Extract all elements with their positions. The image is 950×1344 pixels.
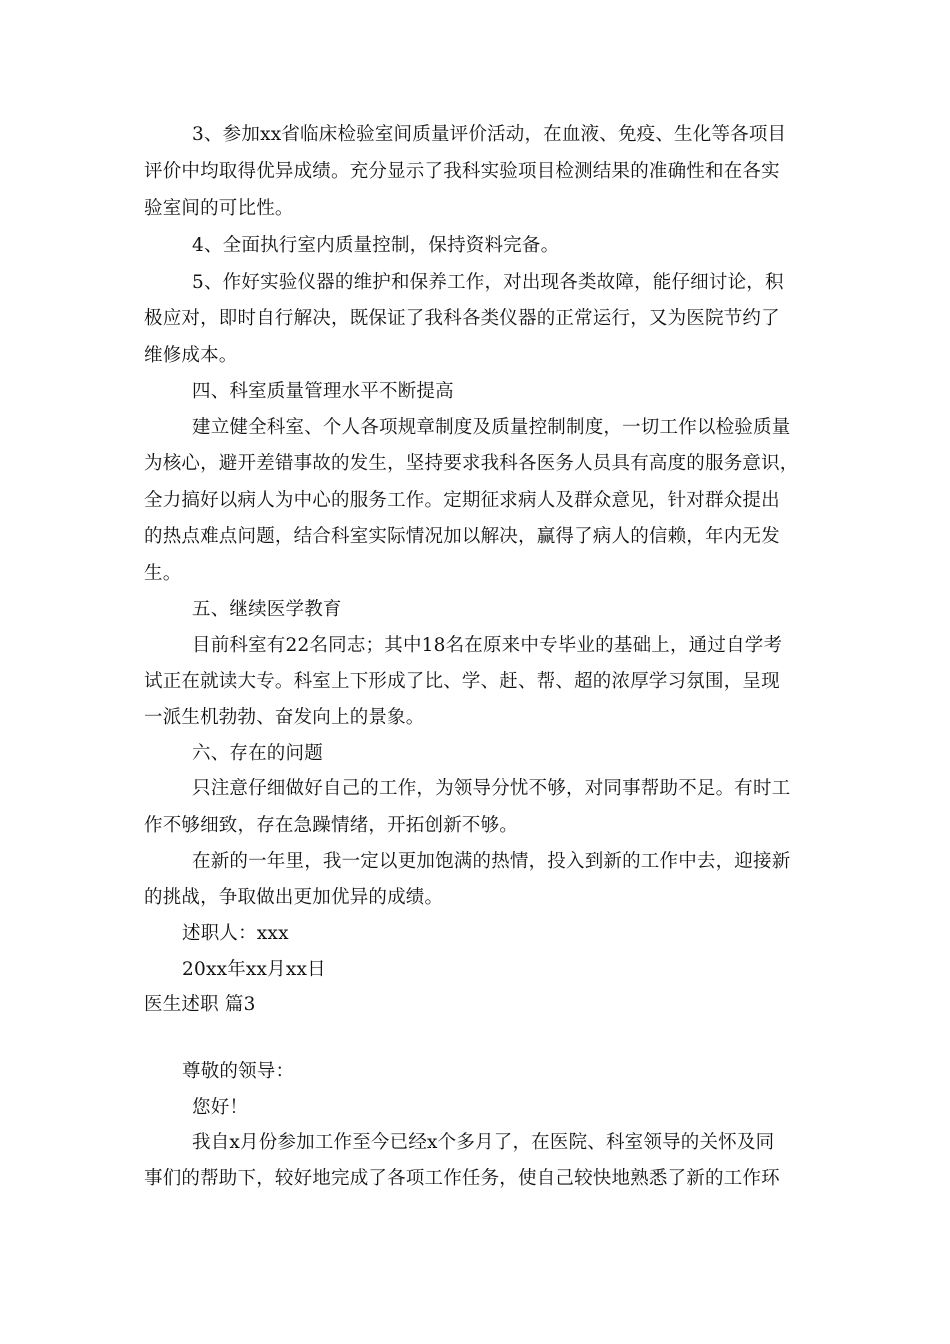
- text-line: 目前科室有22名同志；其中18名在原来中专毕业的基础上，通过自学考: [192, 635, 783, 656]
- text-line: 5、作好实验仪器的维护和保养工作，对出现各类故障，能仔细讨论，积: [192, 272, 784, 293]
- text-line: 生。: [144, 563, 182, 584]
- section-heading: 五、继续医学教育: [192, 599, 342, 620]
- section-title: 医生述职 篇3: [144, 994, 256, 1015]
- signature-line: 述职人：xxx: [182, 923, 289, 944]
- text-line: 为核心，避开差错事故的发生，坚持要求我科各医务人员具有高度的服务意识，: [144, 453, 799, 474]
- text-line: 的挑战，争取做出更加优异的成绩。: [144, 887, 444, 908]
- text-line: 作不够细致，存在急躁情绪，开拓创新不够。: [144, 815, 519, 836]
- section-heading: 四、科室质量管理水平不断提高: [192, 381, 454, 402]
- text-line: 我自x月份参加工作至今已经x个多月了，在医院、科室领导的关怀及同: [192, 1132, 775, 1153]
- text-line: 维修成本。: [144, 345, 238, 366]
- text-line: 建立健全科室、个人各项规章制度及质量控制制度，一切工作以检验质量: [192, 417, 791, 438]
- text-line: 极应对，即时自行解决，既保证了我科各类仪器的正常运行，又为医院节约了: [144, 308, 780, 329]
- text-line: 验室间的可比性。: [144, 198, 294, 219]
- text-line: 一派生机勃勃、奋发向上的景象。: [144, 707, 425, 728]
- text-line: 评价中均取得优异成绩。充分显示了我科实验项目检测结果的准确性和在各实: [144, 161, 780, 182]
- section-heading: 六、存在的问题: [192, 743, 323, 764]
- text-line: 的热点难点问题，结合科室实际情况加以解决，赢得了病人的信赖，年内无发: [144, 526, 780, 547]
- greeting: 您好！: [192, 1097, 249, 1118]
- text-line: 试正在就读大专。科室上下形成了比、学、赶、帮、超的浓厚学习氛围，呈现: [144, 671, 780, 692]
- text-line: 在新的一年里，我一定以更加饱满的热情，投入到新的工作中去，迎接新: [192, 851, 791, 872]
- text-line: 3、参加xx省临床检验室间质量评价活动，在血液、免疫、生化等各项目: [192, 124, 787, 145]
- text-line: 只注意仔细做好自己的工作，为领导分忧不够，对同事帮助不足。有时工: [192, 778, 791, 799]
- date-line: 20xx年xx月xx日: [182, 959, 326, 980]
- salutation: 尊敬的领导：: [182, 1061, 295, 1082]
- text-line: 全力搞好以病人为中心的服务工作。定期征求病人及群众意见，针对群众提出: [144, 490, 780, 511]
- text-line: 事们的帮助下，较好地完成了各项工作任务，使自己较快地熟悉了新的工作环: [144, 1168, 780, 1189]
- text-line: 4、全面执行室内质量控制，保持资料完备。: [192, 235, 560, 256]
